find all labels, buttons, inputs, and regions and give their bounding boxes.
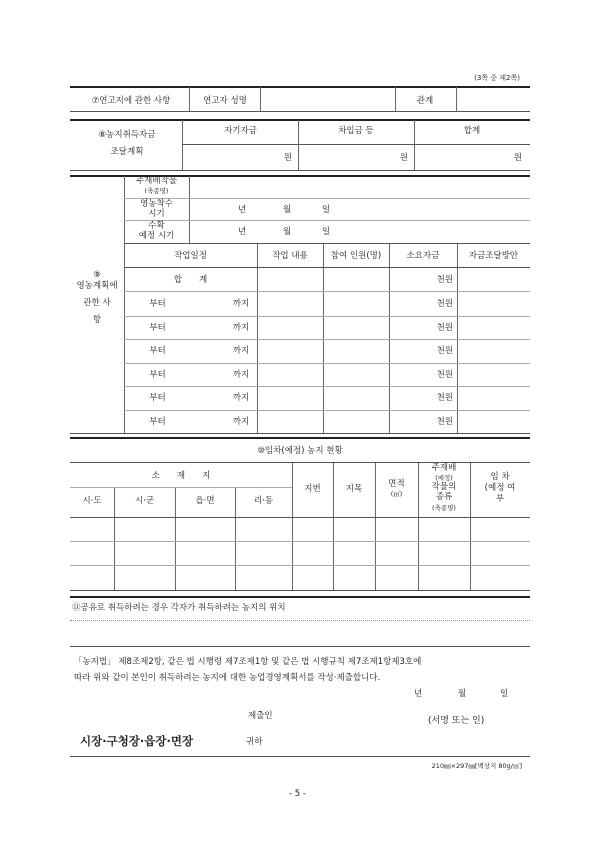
s9-start-day: 일 — [322, 205, 331, 215]
s10-col-area-1: (㎡) — [390, 490, 403, 498]
s9-row-from-label: 부터 — [149, 393, 166, 403]
s10-sub-village: 리·동 — [253, 496, 274, 506]
s8-col-loan: 차입금 등 — [338, 126, 374, 136]
s9-harvest-day: 일 — [322, 227, 331, 237]
statement-year: 년 — [414, 689, 423, 699]
s8-label-line1: ⑧농지취득자금 — [98, 130, 156, 140]
s9-row-to-label: 까지 — [232, 299, 250, 309]
s9-header-schedule: 작업일정 — [174, 251, 207, 261]
recipient-suffix: 귀하 — [246, 737, 263, 747]
s9-total-unit: 천원 — [436, 275, 453, 285]
s10-col-crop-2: 작물의 — [431, 482, 457, 492]
s8-unit-total: 원 — [513, 153, 522, 163]
s9-row-to-label: 까지 — [232, 416, 250, 427]
s9-header-content: 작업 내용 — [272, 251, 308, 261]
s9-label-3: 항 — [92, 315, 102, 325]
s9-total-label: 합 계 — [173, 275, 208, 285]
s9-harvest-year: 년 — [238, 227, 247, 237]
s9-harvest-label-1: 예정 시기 — [138, 231, 175, 241]
s9-crop-label-1: (축종명) — [144, 187, 169, 195]
s10-col-crop-4: (축종명) — [432, 504, 456, 512]
s9-row-to-label: 까지 — [232, 393, 250, 403]
s10-location-header: 소 재 지 — [151, 471, 211, 481]
s9-row-unit: 천원 — [436, 393, 453, 403]
statement-line1: 「농지법」 제8조제2항, 같은 법 시행령 제7조제1항 및 같은 법 시행규칙 제7조제1항제3호에 — [74, 657, 422, 667]
s9-header-people: 참여 인원(명) — [330, 251, 382, 261]
statement-line2: 따라 위와 같이 본인이 취득하려는 농지에 대한 농업경영계획서를 작성·제출합니다. — [74, 673, 381, 683]
s8-unit-loan: 원 — [399, 153, 408, 163]
s10-col-category: 지목 — [345, 484, 363, 494]
statement-day: 일 — [500, 689, 509, 699]
s9-start-month: 월 — [283, 205, 292, 215]
s9-row-unit: 천원 — [436, 416, 453, 427]
s9-harvest-month: 월 — [283, 227, 292, 237]
s7-relation-label: 관계 — [416, 96, 434, 106]
s9-start-year: 년 — [238, 205, 247, 215]
page-label: (3쪽 중 제2쪽) — [474, 74, 520, 82]
s10-col-lease-0: 임 차 — [490, 472, 510, 482]
s10-sub-city: 시·군 — [134, 496, 155, 506]
s9-harvest-label-0: 수확 — [148, 221, 165, 231]
s9-row-to-label: 까지 — [232, 346, 250, 356]
page-number: - 5 - — [289, 789, 306, 799]
s10-col-crop-0: 주재배 — [431, 463, 457, 473]
s9-row-unit: 천원 — [436, 322, 453, 333]
s9-row-to-label: 까지 — [232, 369, 250, 380]
s10-sub-province: 시·도 — [82, 496, 102, 506]
s9-row-unit: 천원 — [436, 369, 453, 380]
s9-row-from-label: 부터 — [149, 322, 166, 333]
s9-row-unit: 천원 — [436, 346, 453, 356]
s9-row-to-label: 까지 — [232, 322, 250, 333]
s10-col-lease-2: 부 — [495, 494, 505, 504]
s9-start-label-1: 시기 — [148, 209, 165, 219]
s7-name-label: 연고자 성명 — [203, 96, 247, 106]
s10-title: ⑩임차(예정) 농지 현황 — [257, 446, 343, 456]
s8-col-total: 합계 — [463, 126, 481, 136]
s9-row-from-label: 부터 — [149, 369, 166, 380]
s10-sub-town: 읍·면 — [195, 496, 215, 506]
s9-label-2: 관한 사 — [83, 298, 111, 308]
submitter-label: 제출인 — [248, 711, 273, 721]
s7-label: ⑦연고지에 관한 사항 — [91, 96, 171, 106]
s10-col-crop-3: 종류 — [435, 492, 453, 502]
s10-col-lot: 지번 — [304, 484, 321, 494]
recipient-title: 시장·구청장·읍장·면장 — [80, 734, 194, 748]
s9-label-1: 영농계획에 — [76, 281, 118, 291]
s10-col-lease-1: (예정 여 — [484, 483, 516, 493]
s9-header-method: 자금조달방안 — [468, 251, 519, 261]
s9-row-from-label: 부터 — [149, 299, 166, 309]
s8-unit-own: 원 — [283, 153, 292, 163]
s9-start-label-0: 영농착수 — [140, 199, 173, 209]
s11-title: ⑪공유로 취득하려는 경우 각자가 취득하려는 농지의 위치 — [72, 603, 286, 613]
s9-row-from-label: 부터 — [149, 346, 166, 356]
s9-header-funds: 소요자금 — [406, 251, 440, 261]
s9-crop-label-0: 주재배작물 — [135, 176, 178, 186]
s8-label-line2: 조달계획 — [110, 147, 144, 157]
s9-label-0: ⑨ — [93, 270, 101, 280]
signature-label: (서명 또는 인) — [428, 716, 485, 726]
s10-col-area-0: 면적 — [388, 479, 405, 489]
s9-row-from-label: 부터 — [149, 416, 166, 427]
s10-col-crop-1: (예정) — [435, 474, 453, 482]
statement-month: 월 — [458, 689, 467, 699]
paper-spec: 210㎜×297㎜[백상지 80g/㎡] — [431, 762, 522, 770]
s9-row-unit: 천원 — [436, 299, 453, 309]
s8-col-own: 자기자금 — [224, 126, 257, 136]
